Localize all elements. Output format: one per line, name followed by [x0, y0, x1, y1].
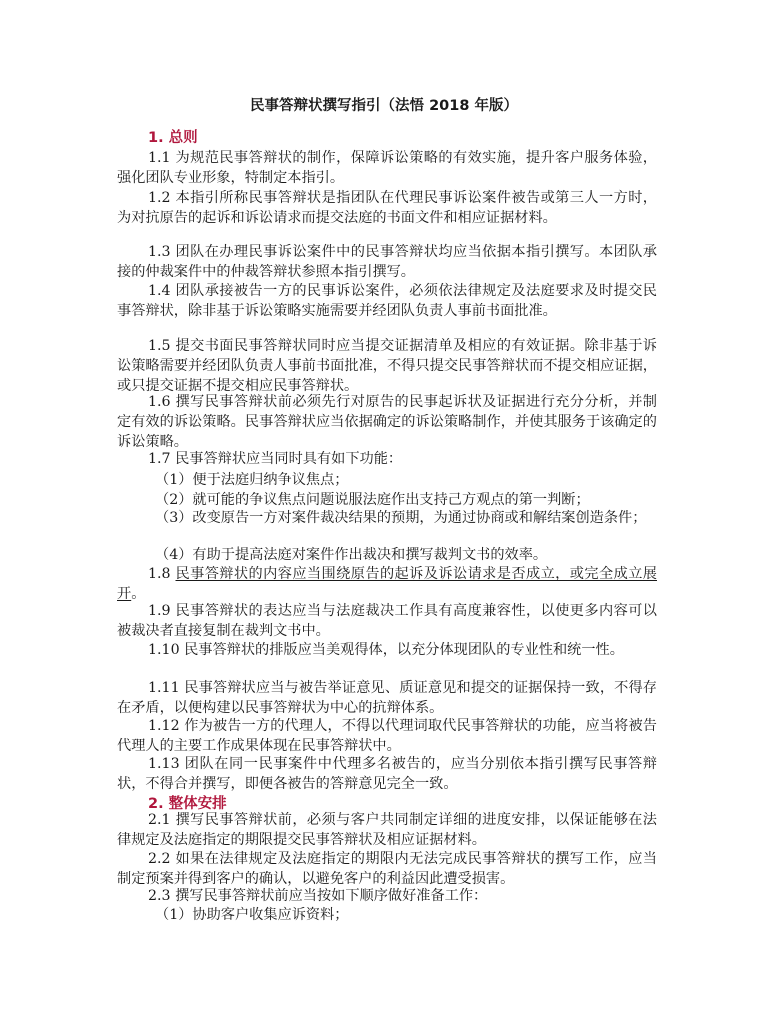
paragraph-1-6: 1.6 撰写民事答辩状前必须先行对原告的民事起诉状及证据进行充分分析，并制定有效的诉讼策略。民事答辩状应当依据确定的诉讼策略制作，并使其服务于该确定的诉讼策略。 — [117, 394, 657, 450]
paragraph-1-2: 1.2 本指引所称民事答辩状是指团队在代理民事诉讼案件被告或第三人一方时，为对抗原告的起诉和诉讼请求而提交法庭的书面文件和相应证据材料。 — [117, 190, 657, 226]
list-item-2-3-1: （1）协助客户收集应诉资料； — [155, 907, 349, 923]
list-item-4: （4）有助于提高法庭对案件作出裁决和撰写裁判文书的效率。 — [155, 547, 548, 563]
paragraph-1-9: 1.9 民事答辩状的表达应当与法庭裁决工作具有高度兼容性，以使更多内容可以被裁决者直接复制在裁判文书中。 — [117, 603, 657, 639]
paragraph-1-13: 1.13 团队在同一民事案件中代理多名被告的，应当分别依本指引撰写民事答辩状，不得合并撰写，即便各被告的答辩意见完全一致。 — [117, 756, 657, 792]
section-heading-general: 1. 总则 — [148, 130, 198, 146]
document-title: 民事答辩状撰写指引（法悟 2018 年版） — [250, 98, 518, 114]
list-item-2: （2）就可能的争议焦点问题说服法庭作出支持己方观点的第一判断； — [155, 492, 590, 508]
list-item-1: （1）便于法庭归纳争议焦点； — [155, 472, 349, 488]
paragraph-1-11: 1.11 民事答辩状应当与被告举证意见、质证意见和提交的证据保持一致，不得存在矛盾，以便构建以民事答辩状为中心的抗辩体系。 — [117, 680, 657, 716]
section-heading-overall: 2. 整体安排 — [148, 796, 227, 812]
paragraph-2-2: 2.2 如果在法律规定及法庭指定的期限内无法完成民事答辩状的撰写工作，应当制定预案并得到客户的确认，以避免客户的利益因此遭受损害。 — [117, 851, 657, 887]
paragraph-1-4: 1.4 团队承接被告一方的民事诉讼案件，必须依法律规定及法庭要求及时提交民事答辩状，除非基于诉讼策略实施需要并经团队负责人事前书面批准。 — [117, 283, 657, 319]
paragraph-1-8-number: 1.8 — [148, 566, 176, 582]
paragraph-1-12: 1.12 作为被告一方的代理人，不得以代理词取代民事答辩状的功能，应当将被告代理人的主要工作成果体现在民事答辩状中。 — [117, 718, 657, 754]
paragraph-1-8-end: 。 — [131, 586, 146, 602]
paragraph-1-7: 1.7 民事答辩状应当同时具有如下功能： — [148, 451, 403, 467]
paragraph-2-1: 2.1 撰写民事答辩状前，必须与客户共同制定详细的进度安排，以保证能够在法律规定及法庭指定的期限提交民事答辩状及相应证据材料。 — [117, 812, 657, 848]
paragraph-1-3: 1.3 团队在办理民事诉讼案件中的民事答辩状均应当依据本指引撰写。本团队承接的仲裁案件中的仲裁答辩状参照本指引撰写。 — [117, 244, 657, 280]
paragraph-1-8-underlined: 民事答辩状的内容应当围绕原告的起诉及诉讼请求是否成立，或完全成立展开 — [117, 566, 657, 602]
list-item-3: （3）改变原告一方对案件裁决结果的预期，为通过协商或和解结案创造条件； — [155, 510, 647, 526]
paragraph-1-10: 1.10 民事答辩状的排版应当美观得体，以充分体现团队的专业性和统一性。 — [148, 642, 624, 658]
paragraph-1-1: 1.1 为规范民事答辩状的制作，保障诉讼策略的有效实施，提升客户服务体验，强化团队专业形象，特制定本指引。 — [117, 150, 657, 186]
paragraph-1-8 — [117, 564, 657, 604]
paragraph-1-5: 1.5 提交书面民事答辩状同时应当提交证据清单及相应的有效证据。除非基于诉讼策略需要并经团队负责人事前书面批准，不得只提交民事答辩状而不提交相应证据，或只提交证据不提交相应民事答辩状。 — [117, 338, 657, 394]
paragraph-2-3: 2.3 撰写民事答辩状前应当按如下顺序做好准备工作： — [148, 888, 488, 904]
